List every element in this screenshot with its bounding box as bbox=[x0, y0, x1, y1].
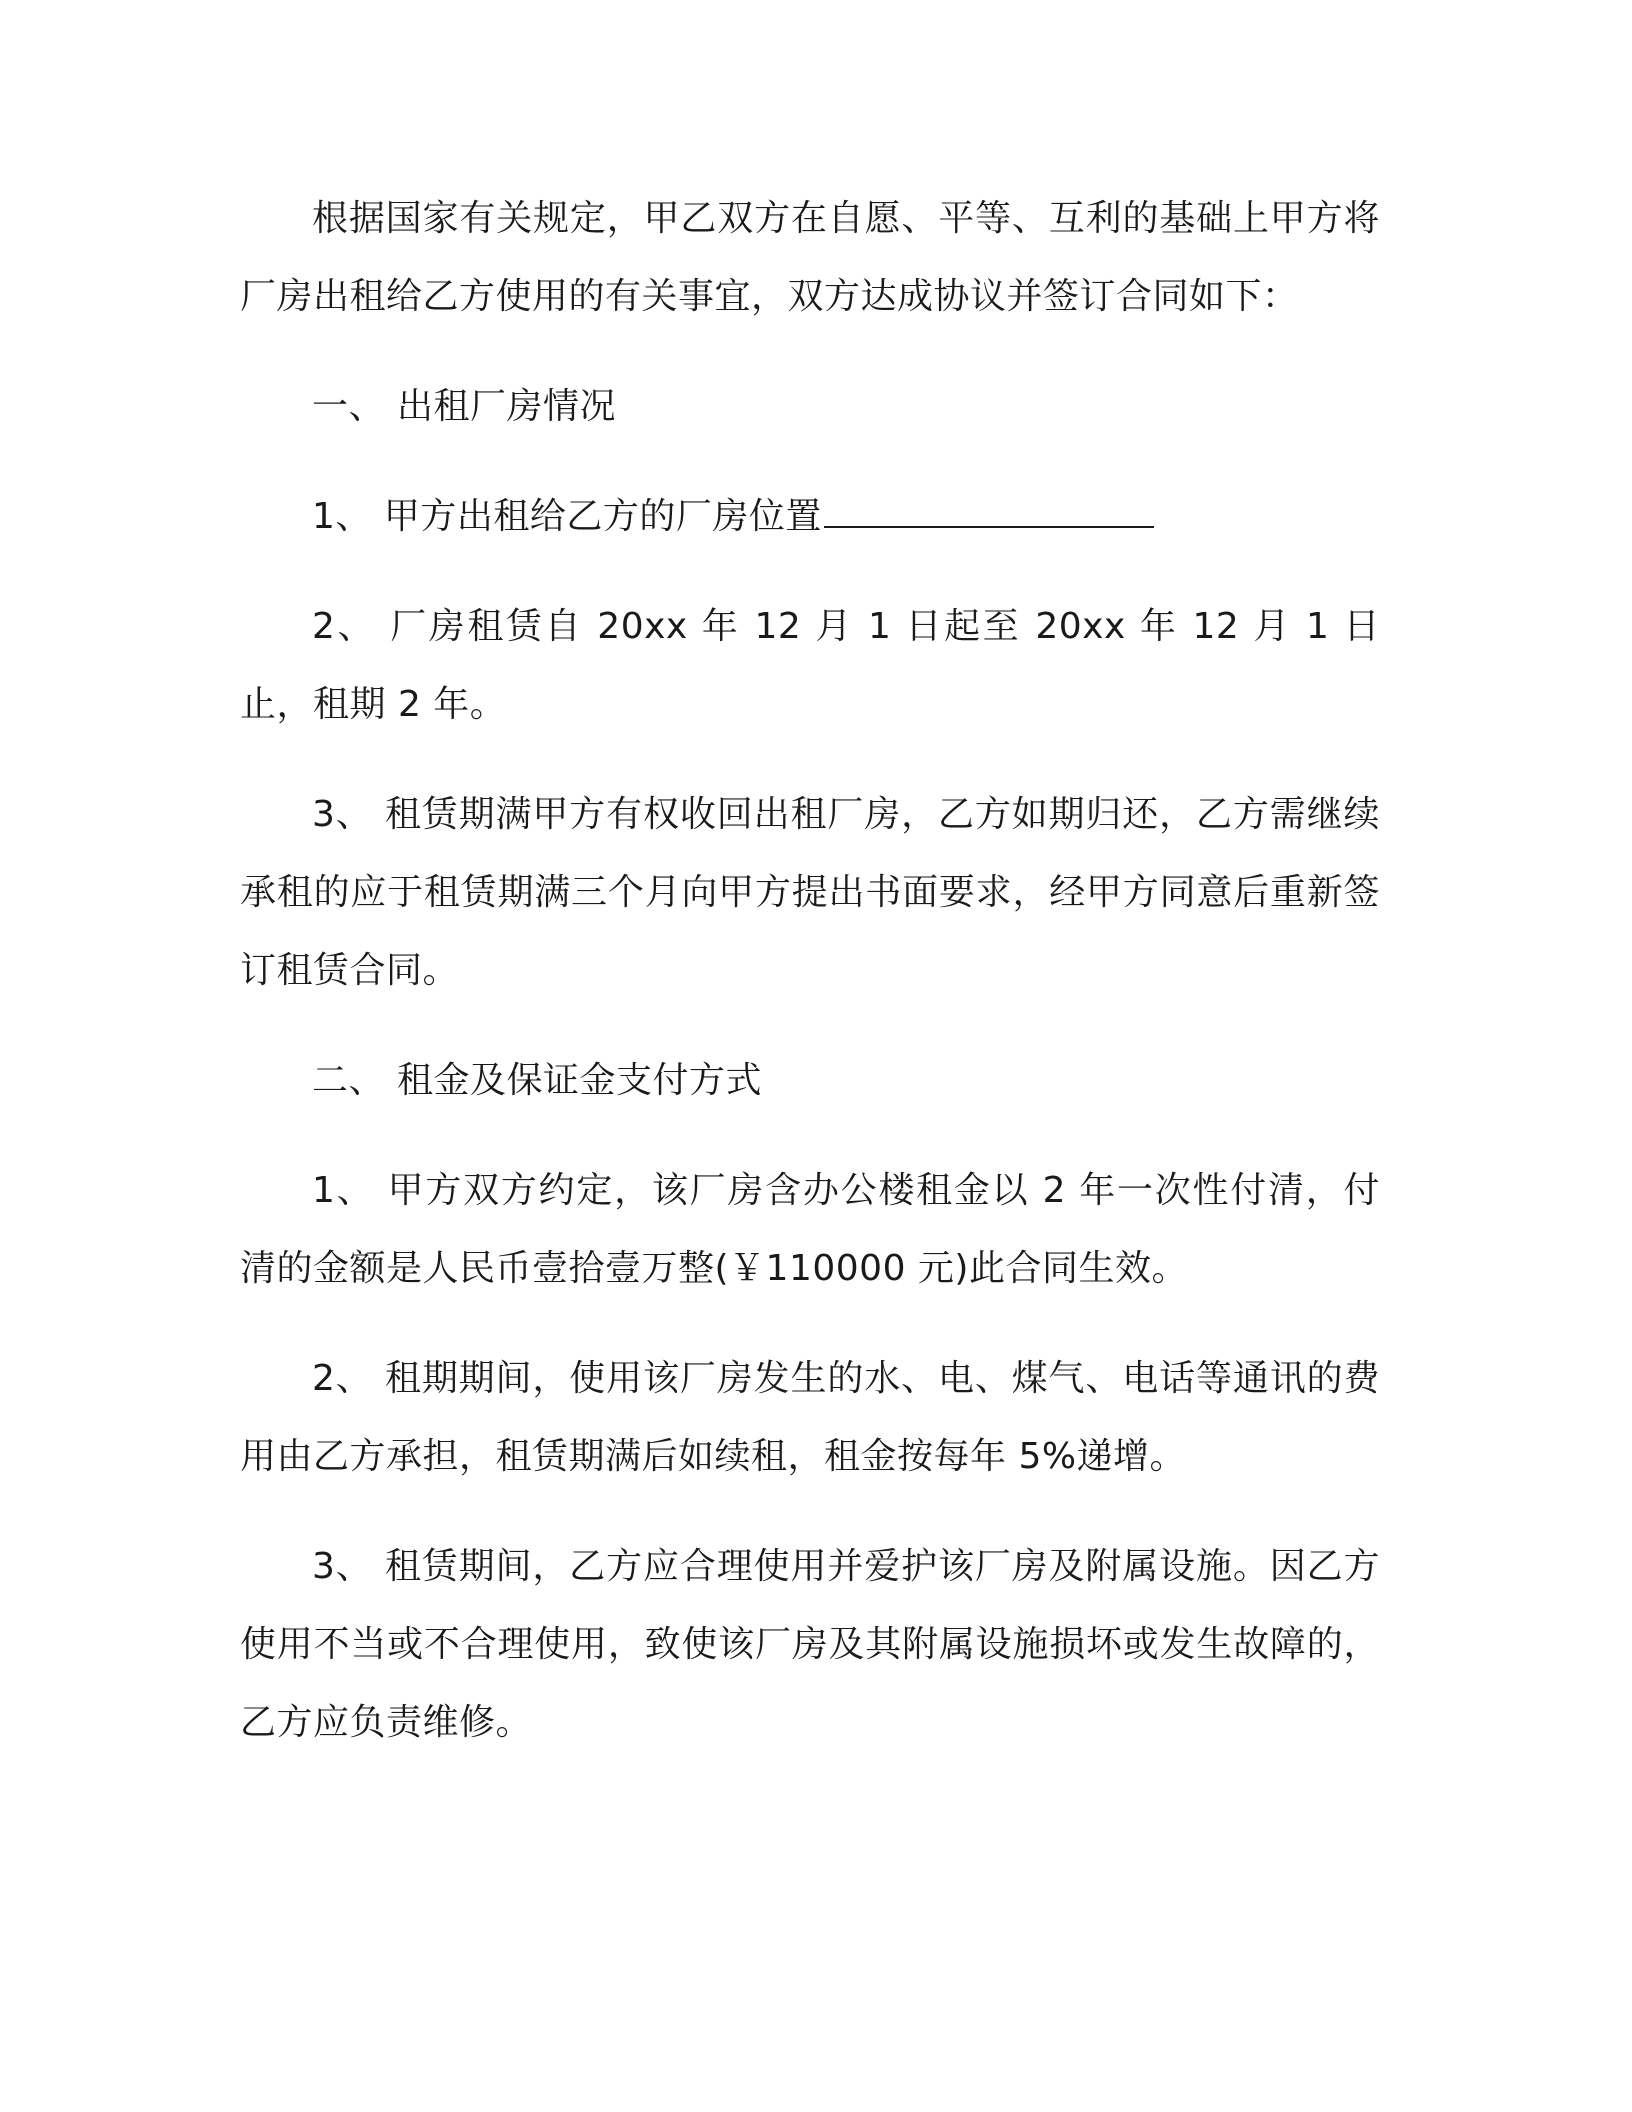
section-heading-rent-payment: 二、 租金及保证金支付方式 bbox=[312, 1060, 762, 1101]
clause-rent-amount: 1、 甲方双方约定，该厂房含办公楼租金以 2 年一次性付清，付清的金额是人民币壹拾壹万整(￥110000 元)此合同生效。 bbox=[240, 1170, 1380, 1289]
clause-utility-costs: 2、 租期期间，使用该厂房发生的水、电、煤气、电话等通讯的费用由乙方承担，租赁期满后如续租，租金按每年 5%递增。 bbox=[240, 1358, 1380, 1477]
intro-paragraph: 根据国家有关规定，甲乙双方在自愿、平等、互利的基础上甲方将厂房出租给乙方使用的有关事宜，双方达成协议并签订合同如下： bbox=[240, 198, 1380, 317]
clause-factory-location bbox=[240, 478, 1380, 556]
clause-factory-location-text: 1、 甲方出租给乙方的厂房位置 bbox=[312, 496, 822, 537]
clause-lease-renewal: 3、 租赁期满甲方有权收回出租厂房，乙方如期归还，乙方需继续承租的应于租赁期满三个月向甲方提出书面要求，经甲方同意后重新签订租赁合同。 bbox=[240, 794, 1380, 991]
section-heading-rental-factory: 一、 出租厂房情况 bbox=[312, 386, 616, 427]
clause-maintenance: 3、 租赁期间，乙方应合理使用并爱护该厂房及附属设施。因乙方使用不当或不合理使用，致使该厂房及其附属设施损坏或发生故障的，乙方应负责维修。 bbox=[240, 1546, 1380, 1743]
location-blank-line bbox=[824, 496, 1154, 528]
clause-lease-term: 2、 厂房租赁自 20xx 年 12 月 1 日起至 20xx 年 12 月 1 日止，租期 2 年。 bbox=[240, 606, 1380, 725]
document-body bbox=[240, 180, 1380, 1794]
